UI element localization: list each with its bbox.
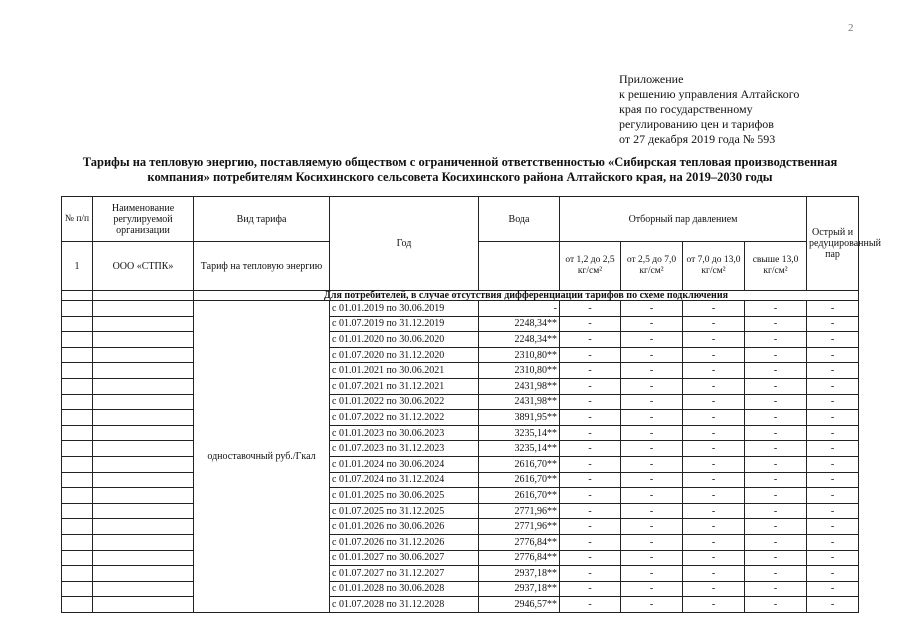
header-sharp-steam: Острый и редуцированный пар bbox=[807, 197, 859, 291]
period-cell: с 01.07.2023 по 31.12.2023 bbox=[330, 441, 479, 457]
steam-value: - bbox=[745, 363, 807, 379]
steam-value: - bbox=[807, 503, 859, 519]
table-row bbox=[62, 441, 859, 457]
row-org-empty bbox=[93, 597, 194, 613]
steam-value: - bbox=[560, 581, 621, 597]
row-num-empty bbox=[62, 347, 93, 363]
row-org-empty bbox=[93, 425, 194, 441]
steam-value: - bbox=[807, 534, 859, 550]
water-value: 3891,95** bbox=[479, 410, 560, 426]
org-name: ООО «СТПК» bbox=[93, 242, 194, 291]
steam-value: - bbox=[621, 456, 683, 472]
steam-value: - bbox=[807, 410, 859, 426]
steam-value: - bbox=[807, 597, 859, 613]
row-org-empty bbox=[93, 394, 194, 410]
steam-value: - bbox=[807, 519, 859, 535]
steam-value: - bbox=[807, 347, 859, 363]
steam-value: - bbox=[683, 534, 745, 550]
table-row bbox=[62, 519, 859, 535]
steam-value: - bbox=[807, 425, 859, 441]
steam-value: - bbox=[560, 425, 621, 441]
period-cell: с 01.07.2025 по 31.12.2025 bbox=[330, 503, 479, 519]
row-num-empty bbox=[62, 441, 93, 457]
steam-value: - bbox=[745, 519, 807, 535]
steam-value: - bbox=[807, 488, 859, 504]
period-cell: с 01.07.2026 по 31.12.2026 bbox=[330, 534, 479, 550]
appendix-line: регулированию цен и тарифов bbox=[619, 117, 774, 131]
steam-value: - bbox=[683, 332, 745, 348]
tariff-table bbox=[61, 196, 881, 613]
water-value: 2310,80** bbox=[479, 363, 560, 379]
period-cell: с 01.07.2024 по 31.12.2024 bbox=[330, 472, 479, 488]
period-cell: с 01.01.2026 по 30.06.2026 bbox=[330, 519, 479, 535]
steam-value: - bbox=[621, 425, 683, 441]
period-cell: с 01.01.2022 по 30.06.2022 bbox=[330, 394, 479, 410]
water-value: 2946,57** bbox=[479, 597, 560, 613]
row-org-empty bbox=[93, 503, 194, 519]
appendix-note bbox=[619, 72, 869, 147]
steam-value: - bbox=[683, 441, 745, 457]
table-row bbox=[62, 503, 859, 519]
steam-value: - bbox=[621, 301, 683, 317]
steam-value: - bbox=[683, 597, 745, 613]
steam-value: - bbox=[683, 503, 745, 519]
steam-value: - bbox=[560, 301, 621, 317]
appendix-line: от 27 декабря 2019 года № 593 bbox=[619, 132, 776, 146]
steam-value: - bbox=[621, 394, 683, 410]
steam-value: - bbox=[745, 425, 807, 441]
steam-value: - bbox=[807, 550, 859, 566]
table-row bbox=[62, 316, 859, 332]
steam-value: - bbox=[621, 503, 683, 519]
steam-value: - bbox=[683, 519, 745, 535]
header-water: Вода bbox=[479, 197, 560, 242]
water-value: 3235,14** bbox=[479, 441, 560, 457]
row-num-empty bbox=[62, 316, 93, 332]
steam-value: - bbox=[683, 347, 745, 363]
steam-value: - bbox=[621, 363, 683, 379]
header-num: № п/п bbox=[62, 197, 93, 242]
row-org-empty bbox=[93, 581, 194, 597]
row-num-empty bbox=[62, 332, 93, 348]
steam-value: - bbox=[807, 566, 859, 582]
row-num: 1 bbox=[62, 242, 93, 291]
water-value: 2431,98** bbox=[479, 378, 560, 394]
row-num-empty bbox=[62, 550, 93, 566]
water-value: 3235,14** bbox=[479, 425, 560, 441]
steam-value: - bbox=[807, 316, 859, 332]
steam-value: - bbox=[745, 581, 807, 597]
steam-value: - bbox=[560, 566, 621, 582]
period-cell: с 01.01.2027 по 30.06.2027 bbox=[330, 550, 479, 566]
steam-value: - bbox=[560, 597, 621, 613]
steam-value: - bbox=[745, 472, 807, 488]
steam-value: - bbox=[683, 566, 745, 582]
header-steam: Отборный пар давлением bbox=[560, 197, 807, 242]
water-value: 2771,96** bbox=[479, 503, 560, 519]
steam-value: - bbox=[621, 316, 683, 332]
water-value: 2937,18** bbox=[479, 581, 560, 597]
period-cell: с 01.01.2021 по 30.06.2021 bbox=[330, 363, 479, 379]
steam-value: - bbox=[745, 410, 807, 426]
row-num-empty bbox=[62, 301, 93, 317]
row-num-empty bbox=[62, 456, 93, 472]
steam-value: - bbox=[745, 378, 807, 394]
water-value: 2248,34** bbox=[479, 316, 560, 332]
steam-value: - bbox=[621, 534, 683, 550]
row-org-empty bbox=[93, 534, 194, 550]
steam-value: - bbox=[560, 378, 621, 394]
table-row bbox=[62, 472, 859, 488]
period-cell: с 01.01.2023 по 30.06.2023 bbox=[330, 425, 479, 441]
steam-value: - bbox=[560, 332, 621, 348]
row-num-empty bbox=[62, 378, 93, 394]
water-value: 2776,84** bbox=[479, 534, 560, 550]
steam-value: - bbox=[621, 519, 683, 535]
water-value: 2616,70** bbox=[479, 472, 560, 488]
steam-value: - bbox=[621, 581, 683, 597]
table-row bbox=[62, 550, 859, 566]
row-num-empty bbox=[62, 394, 93, 410]
steam-value: - bbox=[560, 441, 621, 457]
table-row bbox=[62, 347, 859, 363]
water-value: 2248,34** bbox=[479, 332, 560, 348]
steam-value: - bbox=[621, 332, 683, 348]
row-org-empty bbox=[93, 410, 194, 426]
steam-value: - bbox=[745, 488, 807, 504]
tariff-type: Тариф на тепловую энергию bbox=[194, 242, 330, 291]
row-num-empty bbox=[62, 581, 93, 597]
tariff-kind: одноставочный руб./Гкал bbox=[194, 301, 330, 613]
steam-value: - bbox=[745, 534, 807, 550]
period-cell: с 01.07.2019 по 31.12.2019 bbox=[330, 316, 479, 332]
steam-value: - bbox=[807, 332, 859, 348]
table-row bbox=[62, 363, 859, 379]
table-row bbox=[62, 581, 859, 597]
water-value: 2310,80** bbox=[479, 347, 560, 363]
steam-value: - bbox=[560, 534, 621, 550]
steam-value: - bbox=[807, 472, 859, 488]
steam-value: - bbox=[807, 456, 859, 472]
steam-value: - bbox=[621, 347, 683, 363]
steam-value: - bbox=[745, 550, 807, 566]
steam-value: - bbox=[807, 441, 859, 457]
row-org-empty bbox=[93, 550, 194, 566]
steam-value: - bbox=[745, 597, 807, 613]
steam-value: - bbox=[807, 581, 859, 597]
header-steam-2: от 2,5 до 7,0 кг/см² bbox=[621, 242, 683, 291]
steam-value: - bbox=[745, 301, 807, 317]
row-num-empty bbox=[62, 597, 93, 613]
section-row bbox=[62, 291, 859, 301]
steam-value: - bbox=[560, 456, 621, 472]
section-empty-num bbox=[62, 291, 93, 301]
steam-value: - bbox=[745, 347, 807, 363]
row-num-empty bbox=[62, 566, 93, 582]
row-org-empty bbox=[93, 347, 194, 363]
period-cell: с 01.07.2021 по 31.12.2021 bbox=[330, 378, 479, 394]
row-org-empty bbox=[93, 456, 194, 472]
steam-value: - bbox=[745, 441, 807, 457]
header-org: Наименование регулируемой организации bbox=[93, 197, 194, 242]
steam-value: - bbox=[560, 316, 621, 332]
steam-value: - bbox=[621, 597, 683, 613]
steam-value: - bbox=[683, 472, 745, 488]
steam-value: - bbox=[621, 472, 683, 488]
period-cell: с 01.07.2028 по 31.12.2028 bbox=[330, 597, 479, 613]
steam-value: - bbox=[807, 378, 859, 394]
water-value: - bbox=[479, 301, 560, 317]
steam-value: - bbox=[560, 394, 621, 410]
row-org-empty bbox=[93, 332, 194, 348]
row-org-empty bbox=[93, 566, 194, 582]
table-row bbox=[62, 425, 859, 441]
header-row bbox=[62, 197, 859, 242]
table-row bbox=[62, 597, 859, 613]
row-org-empty bbox=[93, 488, 194, 504]
row-num-empty bbox=[62, 363, 93, 379]
steam-value: - bbox=[560, 488, 621, 504]
table-row bbox=[62, 566, 859, 582]
steam-value: - bbox=[745, 316, 807, 332]
water-value: 2616,70** bbox=[479, 488, 560, 504]
row-num-empty bbox=[62, 410, 93, 426]
steam-value: - bbox=[683, 363, 745, 379]
appendix-line: к решению управления Алтайского bbox=[619, 87, 800, 101]
steam-value: - bbox=[745, 394, 807, 410]
steam-value: - bbox=[621, 488, 683, 504]
appendix-line: Приложение bbox=[619, 72, 684, 86]
period-cell: с 01.07.2027 по 31.12.2027 bbox=[330, 566, 479, 582]
steam-value: - bbox=[560, 503, 621, 519]
row-num-empty bbox=[62, 519, 93, 535]
table-row bbox=[62, 534, 859, 550]
steam-value: - bbox=[683, 410, 745, 426]
steam-value: - bbox=[745, 332, 807, 348]
row-num-empty bbox=[62, 488, 93, 504]
table-row bbox=[62, 394, 859, 410]
steam-value: - bbox=[683, 378, 745, 394]
row-org-empty bbox=[93, 441, 194, 457]
row-org-empty bbox=[93, 301, 194, 317]
row-num-empty bbox=[62, 472, 93, 488]
steam-value: - bbox=[621, 410, 683, 426]
steam-value: - bbox=[807, 394, 859, 410]
steam-value: - bbox=[683, 456, 745, 472]
steam-value: - bbox=[683, 550, 745, 566]
steam-value: - bbox=[745, 456, 807, 472]
section-label: Для потребителей, в случае отсутствия дифференциации тарифов по схеме подключения bbox=[194, 291, 859, 301]
steam-value: - bbox=[683, 316, 745, 332]
row-org-empty bbox=[93, 363, 194, 379]
steam-value: - bbox=[807, 301, 859, 317]
water-value: 2776,84** bbox=[479, 550, 560, 566]
steam-value: - bbox=[560, 410, 621, 426]
document-title: Тарифы на тепловую энергию, поставляемую обществом с ограниченной ответственностью «Сибирская тепловая производственная компания» потребителям Косихинского сельсовета Косихинского района Алтайского края, на 2019–2030 годы bbox=[82, 155, 838, 184]
steam-value: - bbox=[683, 301, 745, 317]
row-org-empty bbox=[93, 472, 194, 488]
water-value: 2937,18** bbox=[479, 566, 560, 582]
row-org-empty bbox=[93, 378, 194, 394]
period-cell: с 01.01.2019 по 30.06.2019 bbox=[330, 301, 479, 317]
period-cell: с 01.01.2025 по 30.06.2025 bbox=[330, 488, 479, 504]
period-cell: с 01.01.2024 по 30.06.2024 bbox=[330, 456, 479, 472]
steam-value: - bbox=[683, 488, 745, 504]
header-year: Год bbox=[330, 197, 479, 291]
period-cell: с 01.01.2020 по 30.06.2020 bbox=[330, 332, 479, 348]
row-org-empty bbox=[93, 519, 194, 535]
water-value: 2771,96** bbox=[479, 519, 560, 535]
section-empty-org bbox=[93, 291, 194, 301]
header-steam-3: от 7,0 до 13,0 кг/см² bbox=[683, 242, 745, 291]
period-cell: с 01.07.2022 по 31.12.2022 bbox=[330, 410, 479, 426]
water-value: 2616,70** bbox=[479, 456, 560, 472]
water-blank bbox=[479, 242, 560, 291]
row-org-empty bbox=[93, 316, 194, 332]
row-num-empty bbox=[62, 534, 93, 550]
appendix-line: края по государственному bbox=[619, 102, 753, 116]
steam-value: - bbox=[560, 363, 621, 379]
steam-value: - bbox=[560, 472, 621, 488]
header-steam-4: свыше 13,0 кг/см² bbox=[745, 242, 807, 291]
steam-value: - bbox=[621, 566, 683, 582]
table-row bbox=[62, 488, 859, 504]
steam-value: - bbox=[621, 441, 683, 457]
header-steam-1: от 1,2 до 2,5 кг/см² bbox=[560, 242, 621, 291]
water-value: 2431,98** bbox=[479, 394, 560, 410]
steam-value: - bbox=[560, 519, 621, 535]
table-row bbox=[62, 378, 859, 394]
steam-value: - bbox=[745, 503, 807, 519]
row-num-empty bbox=[62, 425, 93, 441]
steam-value: - bbox=[621, 378, 683, 394]
row-num-empty bbox=[62, 503, 93, 519]
steam-value: - bbox=[683, 394, 745, 410]
steam-value: - bbox=[807, 363, 859, 379]
steam-value: - bbox=[745, 566, 807, 582]
steam-value: - bbox=[560, 550, 621, 566]
steam-value: - bbox=[683, 425, 745, 441]
table-row bbox=[62, 332, 859, 348]
table-row bbox=[62, 301, 859, 317]
steam-value: - bbox=[560, 347, 621, 363]
table-row bbox=[62, 456, 859, 472]
header-tariff-type: Вид тарифа bbox=[194, 197, 330, 242]
period-cell: с 01.07.2020 по 31.12.2020 bbox=[330, 347, 479, 363]
period-cell: с 01.01.2028 по 30.06.2028 bbox=[330, 581, 479, 597]
page-number: 2 bbox=[848, 22, 854, 34]
table-row bbox=[62, 410, 859, 426]
steam-value: - bbox=[683, 581, 745, 597]
steam-value: - bbox=[621, 550, 683, 566]
